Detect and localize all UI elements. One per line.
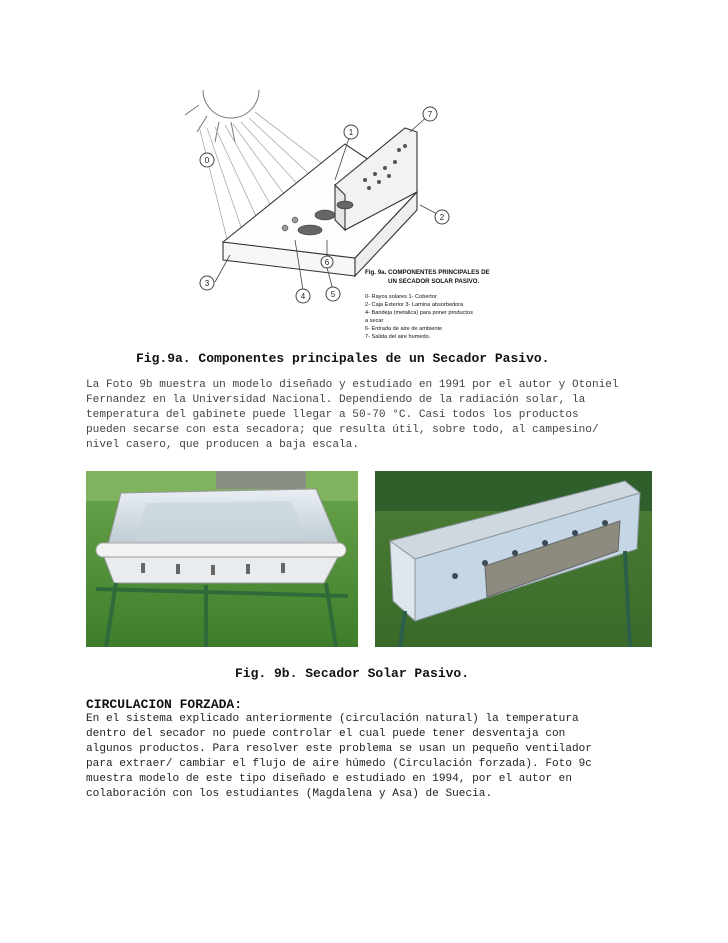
paragraph-circulacion-forzada bbox=[86, 712, 642, 803]
paragraph-line: Fernandez en la Universidad Nacional. Dependiendo de la radiación solar, la bbox=[86, 394, 586, 407]
photo-dryer-front bbox=[86, 471, 358, 647]
legend-line: 0- Rayos solares 1- Cobertor bbox=[365, 294, 437, 300]
callout-5: 5 bbox=[330, 290, 336, 299]
callout-1: 1 bbox=[348, 128, 354, 137]
paragraph-line: dentro del secador no puede controlar el cual puede tener desventaja con bbox=[86, 728, 566, 741]
paragraph-line: En el sistema explicado anteriormente (circulación natural) la temperatura bbox=[86, 713, 579, 725]
legend-line: 6- Entrada de aire de ambiente bbox=[365, 326, 443, 332]
callout-0: 0 bbox=[204, 156, 210, 165]
figure-9a-diagram bbox=[185, 80, 530, 342]
inset-title: Fig. 9a. COMPONENTES PRINCIPALES DE bbox=[365, 269, 490, 276]
paragraph-line: pueden secarse con esta secadora; que resulta útil, sobre todo, al campesino/ bbox=[86, 424, 599, 437]
paragraph-line: La Foto 9b muestra un modelo diseñado y estudiado en 1991 por el autor y Otoniel bbox=[86, 379, 619, 391]
paragraph-line: nivel casero, que producen a baja escala. bbox=[86, 439, 359, 452]
section-heading: CIRCULACION FORZADA: bbox=[86, 697, 243, 712]
legend-line: 4- Bandeja (metalica) para poner productos bbox=[365, 310, 473, 316]
callout-7: 7 bbox=[427, 110, 433, 119]
photo-dryer-side bbox=[375, 471, 652, 647]
legend-line: 7- Salida del aire humedo. bbox=[365, 334, 431, 340]
paragraph-line: temperatura del gabinete puede llegar a 50-70 °C. Casi todos los productos bbox=[86, 409, 579, 422]
callout-6: 6 bbox=[324, 258, 330, 267]
paragraph-foto-9b bbox=[86, 378, 659, 453]
figure-9a-caption: Fig.9a. Componentes principales de un Secador Pasivo. bbox=[136, 351, 550, 366]
paragraph-line: algunos productos. Para resolver este problema se usan un pequeño ventilador bbox=[86, 743, 592, 756]
paragraph-line: para extraer/ cambiar el flujo de aire húmedo (Circulación forzada). Foto 9c bbox=[86, 758, 592, 771]
legend-line: 2- Caja Exterior 3- Lamina absorbedora bbox=[365, 302, 464, 308]
paragraph-line: colaboración con los estudiantes (Magdalena y Asa) de Suecia. bbox=[86, 788, 493, 801]
callout-2: 2 bbox=[439, 213, 445, 222]
inset-subtitle: UN SECADOR SOLAR PASIVO. bbox=[388, 278, 480, 285]
callout-3: 3 bbox=[204, 279, 210, 288]
sun-icon bbox=[185, 90, 259, 142]
callout-4: 4 bbox=[300, 292, 306, 301]
paragraph-line: muestra modelo de este tipo diseñado e estudiado en 1994, por el autor en bbox=[86, 773, 572, 786]
legend-line: a secar bbox=[365, 318, 384, 324]
figure-9b-caption: Fig. 9b. Secador Solar Pasivo. bbox=[235, 666, 470, 681]
